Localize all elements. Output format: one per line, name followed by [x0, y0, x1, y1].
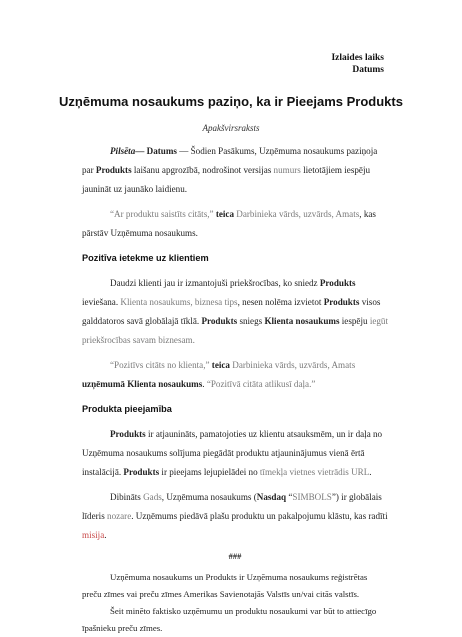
about-year: Gads: [143, 492, 162, 502]
intro-text-3: lietotājiem iespēju jaunināt uz jaunāko laidienu.: [82, 165, 371, 194]
impact-text-e: , nesen nolēma izvietot: [237, 297, 324, 307]
availability-text-d: ir pieejams lejupielādei no: [159, 467, 260, 477]
trademark-paragraph-1: Uzņēmuma nosaukums un Produkts ir Uzņēmuma nosaukums reģistrētas preču zīmes vai preču zīmes Amerikas Savienotajās Valstīs un/vai citās valstīs.: [82, 572, 368, 599]
quote-1-text: “Ar produktu saistīts citāts,”: [110, 209, 214, 219]
quote-2-punct: .: [202, 379, 207, 389]
about-text-a: Dibināts: [110, 492, 144, 502]
impact-product-1: Produkts: [319, 278, 356, 288]
availability-text-f: .: [369, 467, 372, 477]
release-info: [331, 52, 384, 76]
impact-client-bold: Klienta nosaukums: [264, 316, 340, 326]
page-subtitle: Apakšvirsraksts: [202, 123, 260, 133]
about-symbol: SIMBOLS: [292, 492, 332, 502]
availability-product-2: Produkts: [123, 467, 160, 477]
release-time-label: Izlaides laiks: [331, 53, 384, 63]
quote-1-said: teica: [213, 209, 237, 219]
page-title: Uzņēmuma nosaukums paziņo, ka ir Pieejams Produkts: [59, 94, 403, 109]
about-nasdaq: Nasdaq: [256, 492, 287, 502]
about-text-g: ”) ir globālais līderis: [82, 492, 382, 521]
impact-text-c: ieviešana.: [82, 297, 121, 307]
about-text-i: . Uzņēmums piedāvā plašu produktu un pakalpojumu klāstu, kas radīti: [131, 511, 388, 521]
quote-2-at: uzņēmumā: [82, 379, 128, 389]
about-text-k: .: [104, 530, 107, 540]
intro-city: Pilsēta: [110, 146, 136, 156]
availability-url: tīmekļa vietnes vietrādis URL: [259, 467, 370, 477]
intro-paragraph: [82, 142, 388, 199]
intro-version-number: numurs: [273, 165, 301, 175]
impact-text-i: sniegs: [237, 316, 265, 326]
intro-dash: —: [135, 146, 147, 156]
intro-text-1: — Šodien Pasākums, Uzņēmuma nosaukums paziņoja par: [82, 146, 378, 175]
quote-paragraph-2: [82, 356, 388, 394]
document-body: [82, 142, 388, 637]
impact-benefit: iegūt priekšrocības savam biznesam.: [82, 316, 388, 345]
quote-2-said: teica: [209, 360, 233, 370]
impact-paragraph: [82, 274, 388, 350]
quote-2-client: Klienta nosaukums: [127, 379, 203, 389]
impact-text-g: visos galddatoros savā globālajā tīklā.: [82, 297, 381, 326]
trademark-paragraph-2: Šeit minēto faktisko uzņēmumu un produktu nosaukumi var būt to attiecīgo īpašnieku preču zīmes.: [82, 606, 377, 633]
availability-text-b: ir atjaunināts, pamatojoties uz klientu atsauksmēm, un ir daļa no Uzņēmuma nosaukums solījuma piegādāt produktu atjauninājumus vienā ērtā instalācijā.: [82, 429, 383, 477]
quote-1-person: Darbinieka vārds, uzvārds, Amats: [236, 209, 360, 219]
quote-1-tail: , kas pārstāv Uzņēmuma nosaukums.: [82, 209, 376, 238]
about-text-e: “: [286, 492, 293, 502]
impact-text-a: Daudzi klienti jau ir izmantojuši priekšrocības, ko sniedz: [110, 278, 320, 288]
section-heading-availability: Produkta pieejamība: [82, 404, 172, 414]
quote-2-rest: “Pozitīvā citāta atlikusī daļa.”: [206, 379, 316, 389]
quote-2-text: “Pozitīvs citāts no klienta,”: [110, 360, 210, 370]
intro-date: Datums: [146, 146, 177, 156]
availability-paragraph: [82, 425, 388, 482]
release-date-label: Datums: [352, 65, 384, 75]
availability-product-1: Produkts: [110, 429, 146, 439]
about-industry: nozare: [107, 511, 132, 521]
impact-product-2: Produkts: [323, 297, 360, 307]
impact-client-name: Klienta nosaukums, biznesa tips: [120, 297, 238, 307]
intro-text-2: laišanu apgrozībā, nodrošinot versijas: [131, 165, 274, 175]
separator-mark: ###: [228, 551, 242, 561]
section-heading-impact: Pozitīva ietekme uz klientiem: [82, 253, 209, 263]
impact-product-3: Produkts: [201, 316, 238, 326]
intro-product: Produkts: [95, 165, 132, 175]
impact-text-k: iespēju: [339, 316, 370, 326]
about-paragraph: [82, 488, 388, 545]
about-text-c: , Uzņēmuma nosaukums (: [161, 492, 257, 502]
about-mission: misija: [82, 530, 105, 540]
quote-paragraph-1: [82, 205, 388, 243]
quote-2-person: Darbinieka vārds, uzvārds, Amats: [232, 360, 356, 370]
